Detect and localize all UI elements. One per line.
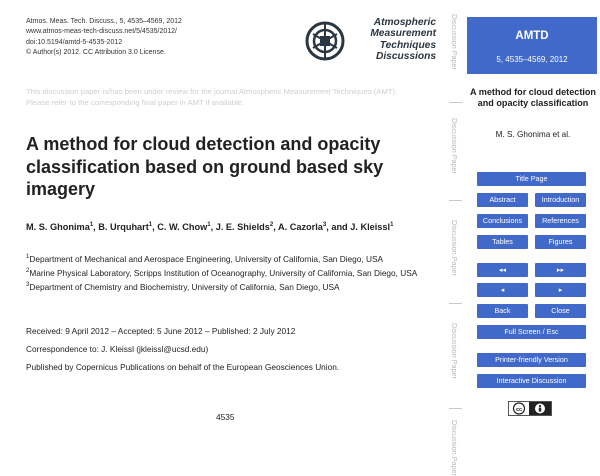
interactive-discussion-button[interactable]: Interactive Discussion [477, 374, 586, 388]
first-page-icon[interactable]: ◂◂ [477, 263, 528, 277]
printer-friendly-button[interactable]: Printer-friendly Version [477, 353, 586, 367]
tables-button[interactable]: Tables [477, 235, 528, 249]
strip-divider [449, 408, 462, 409]
panel-authors: M. S. Ghonima et al. [495, 130, 571, 139]
close-button[interactable]: Close [535, 304, 586, 318]
author: M. S. Ghonima [26, 222, 90, 232]
paper-info [26, 325, 436, 379]
strip-label: Discussion Paper [450, 420, 459, 476]
paper-title: A method for cloud detection and opacity classification based on ground based sky imagery [26, 134, 384, 199]
panel-ref: 5, 4535–4569, 2012 [496, 55, 568, 64]
strip-label: Discussion Paper [450, 118, 459, 174]
strip-divider [449, 200, 462, 201]
back-button[interactable]: Back [477, 304, 528, 318]
meta-license: © Author(s) 2012. CC Attribution 3.0 License. [26, 48, 166, 56]
author: J. E. Shields [215, 222, 270, 232]
author: A. Cazorla [277, 222, 323, 232]
author: C. W. Chow [157, 222, 208, 232]
panel-header [467, 17, 597, 74]
panel-title: A method for cloud detection and opacity classification [470, 87, 596, 109]
author: J. Kleissl [350, 222, 391, 232]
affiliations [26, 254, 436, 297]
strip-divider [449, 303, 462, 304]
figures-button[interactable]: Figures [535, 235, 586, 249]
strip-label: Discussion Paper [450, 323, 459, 379]
meta-url[interactable]: www.atmos-meas-tech-discuss.net/5/4535/2012/ [26, 28, 177, 36]
references-button[interactable]: References [535, 214, 586, 228]
conclusions-button[interactable]: Conclusions [477, 214, 528, 228]
correspondence: Correspondence to: J. Kleissl (jkleissl@ucsd.edu) [26, 344, 209, 354]
dates: Received: 9 April 2012 – Accepted: 5 June 2012 – Published: 2 July 2012 [26, 326, 296, 336]
title-page-button[interactable]: Title Page [477, 172, 586, 186]
affiliation-item: $^1$Department of Mechanical and Aerospace Engineering, University of California, San Diego, USA [26, 254, 384, 264]
citation-meta [26, 17, 182, 58]
meta-journal: Atmos. Meas. Tech. Discuss., 5, 4535–4569, 2012 [26, 18, 182, 25]
meta-doi[interactable]: doi:10.5194/amtd-5-4535-2012 [26, 38, 123, 46]
review-notice: This discussion paper is/has been under review for the journal Atmospheric Measurement Techniques (AMT). Please refer to the corresponding final paper in AMT if available. [26, 87, 398, 107]
panel-journal: AMTD [515, 30, 549, 42]
page-number: 4535 [216, 412, 235, 422]
journal-logo-text: Atmospheric Measurement Techniques Discussions [370, 17, 436, 62]
strip-label: Discussion Paper [450, 220, 459, 276]
abstract-button[interactable]: Abstract [477, 193, 528, 207]
fullscreen-button[interactable]: Full Screen / Esc [477, 325, 586, 339]
svg-text:cc: cc [515, 406, 523, 413]
author-list: M. S. Ghonima$^1$, B. Urquhart$^1$, C. W. Chow$^1$, J. E. Shields$^2$, A. Cazorla$^3$, and J. Kleissl$^1$ [26, 221, 394, 232]
affiliation-item: $^3$Department of Chemistry and Biochemistry, University of California, San Diego, USA [26, 282, 340, 293]
last-page-icon[interactable]: ▸▸ [535, 263, 586, 277]
creative-commons-icon[interactable] [508, 401, 552, 416]
publisher: Published by Copernicus Publications on behalf of the European Geosciences Union. [26, 362, 340, 372]
introduction-button[interactable]: Introduction [535, 193, 586, 207]
author: B. Urquhart [98, 222, 149, 232]
strip-label: Discussion Paper [450, 14, 459, 70]
strip-divider [449, 102, 462, 103]
next-page-icon[interactable]: ▸ [535, 283, 586, 297]
prev-page-icon[interactable]: ◂ [477, 283, 528, 297]
affiliation-item: $^2$Marine Physical Laboratory, Scripps Institution of Oceanography, University of California, San Diego, USA [26, 268, 418, 279]
